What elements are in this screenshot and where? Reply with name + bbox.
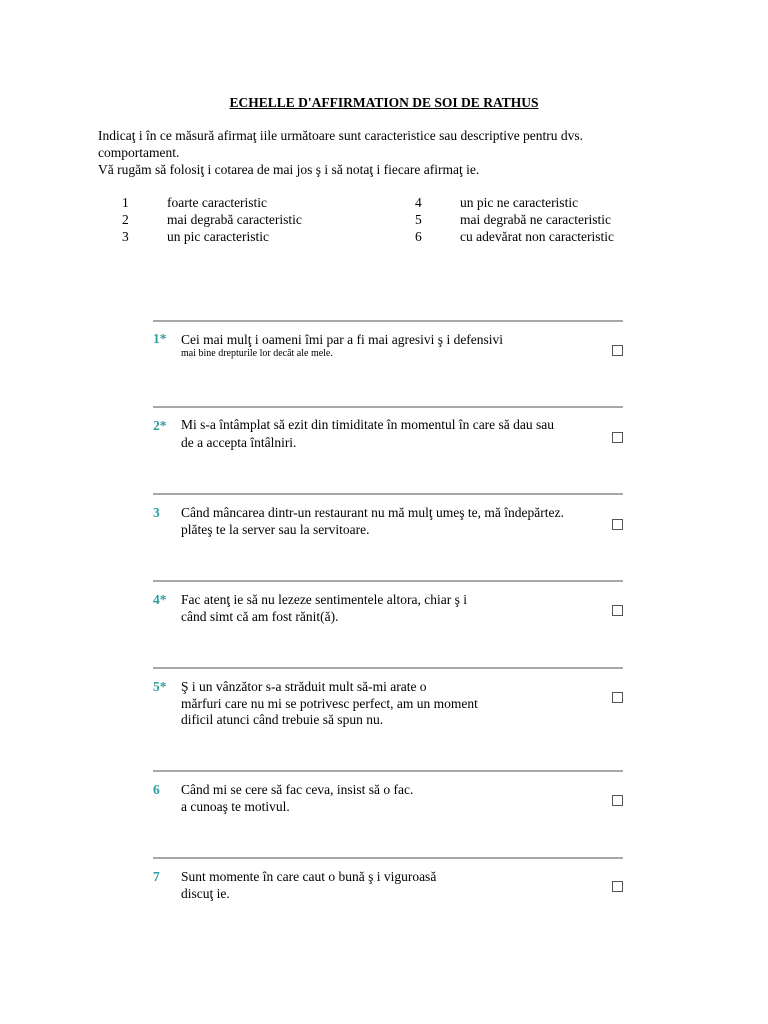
scale-number: 6 <box>415 229 422 244</box>
question-separator <box>153 580 623 582</box>
question-text-line-1: Când mâncarea dintr-un restaurant nu mă mulţ umeş te, mă îndepărtez. <box>181 505 564 520</box>
intro-line-2: comportament. <box>98 145 180 160</box>
question-number: 3 <box>153 505 160 520</box>
answer-checkbox[interactable] <box>612 519 623 530</box>
question-text-line-1: Când mi se cere să fac ceva, insist să o fac. <box>181 782 414 797</box>
question-text-line-2: când simt că am fost rănit(ă). <box>181 609 339 624</box>
answer-checkbox[interactable] <box>612 605 623 616</box>
question-separator <box>153 406 623 408</box>
question-number: 6 <box>153 782 160 797</box>
scale-label: mai degrabă caracteristic <box>167 212 302 227</box>
question-text-line-2: mărfuri care nu mi se potrivesc perfect, am un moment <box>181 696 478 711</box>
question-text-line-2: de a accepta întâlniri. <box>181 435 297 450</box>
question-text-line-2: a cunoaş te motivul. <box>181 799 290 814</box>
scale-label: foarte caracteristic <box>167 195 268 210</box>
question-text-line-2: mai bine drepturile lor decât ale mele. <box>181 348 333 359</box>
question-number: 2* <box>153 418 167 433</box>
question-number: 7 <box>153 869 160 884</box>
question-text-line-3: dificil atunci când trebuie să spun nu. <box>181 712 384 727</box>
question-text-line-2: plăteş te la server sau la servitoare. <box>181 522 370 537</box>
scale-label: mai degrabă ne caracteristic <box>460 212 612 227</box>
scale-number: 4 <box>415 195 422 210</box>
question-separator <box>153 857 623 859</box>
answer-checkbox[interactable] <box>612 795 623 806</box>
scale-label: un pic caracteristic <box>167 229 269 244</box>
answer-checkbox[interactable] <box>612 881 623 892</box>
question-number: 4* <box>153 592 167 607</box>
question-text-line-1: Fac atenţ ie să nu lezeze sentimentele altora, chiar ş i <box>181 592 467 607</box>
answer-checkbox[interactable] <box>612 692 623 703</box>
question-separator <box>153 770 623 772</box>
question-text-line-2: discuţ ie. <box>181 886 230 901</box>
question-text-line-1: Ş i un vânzător s-a străduit mult să-mi arate o <box>181 679 427 694</box>
scale-number: 3 <box>122 229 129 244</box>
page-title: ECHELLE D'AFFIRMATION DE SOI DE RATHUS <box>229 95 539 110</box>
scale-number: 5 <box>415 212 422 227</box>
scale-label: cu adevărat non caracteristic <box>460 229 615 244</box>
question-text-line-1: Mi s-a întâmplat să ezit din timiditate în momentul în care să dau sau <box>181 417 555 432</box>
intro-line-3: Vă rugăm să folosiţ i cotarea de mai jos ş i să notaţ i fiecare afirmaţ ie. <box>98 162 480 177</box>
question-separator <box>153 667 623 669</box>
question-text-line-1: Sunt momente în care caut o bună ş i viguroasă <box>181 869 437 884</box>
intro-line-1: Indicaţ i în ce măsură afirmaţ iile următoare sunt caracteristice sau descriptive pentru dvs. <box>98 128 584 143</box>
answer-checkbox[interactable] <box>612 345 623 356</box>
scale-number: 2 <box>122 212 129 227</box>
scale-number: 1 <box>122 195 129 210</box>
question-separator <box>153 320 623 322</box>
answer-checkbox[interactable] <box>612 432 623 443</box>
question-number: 5* <box>153 679 167 694</box>
scale-label: un pic ne caracteristic <box>460 195 579 210</box>
question-text-line-1: Cei mai mulţ i oameni îmi par a fi mai agresivi ş i defensivi <box>181 332 504 347</box>
question-separator <box>153 493 623 495</box>
question-number: 1* <box>153 331 167 346</box>
